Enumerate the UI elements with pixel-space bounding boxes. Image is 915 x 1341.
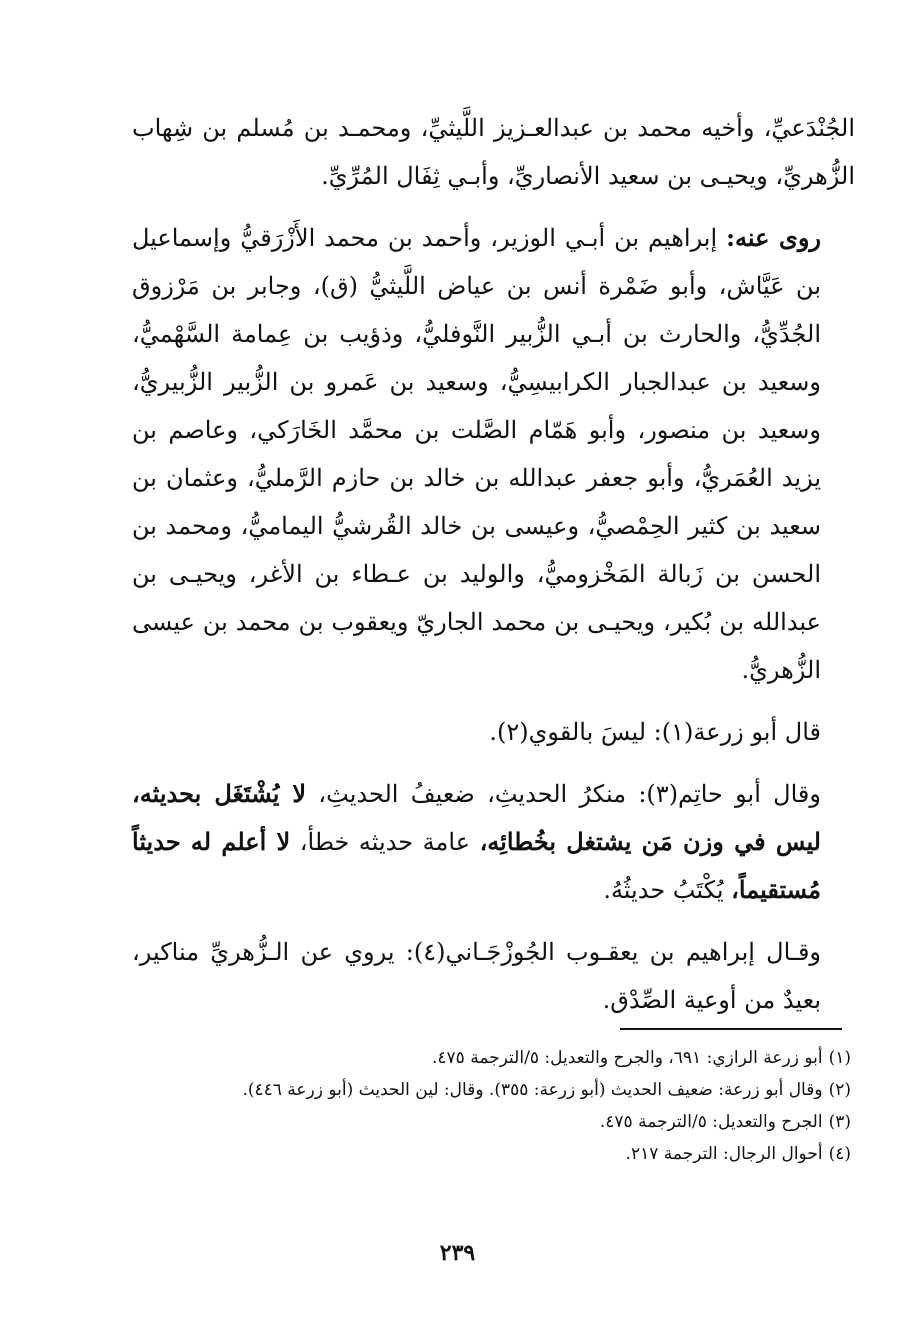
footnote-item bbox=[132, 1138, 851, 1170]
paragraph-text: إبراهيم بن أبـي الوزير، وأحمد بن محمد الأَزْرَقيُّ وإسماعيل بن عَيَّاش، وأبو ضَمْرة أنس بن عياض اللَّيثيُّ (ق)، وجابر بن مَرْزوق الجُدِّيُّ، والحارث بن أبـي الزُّبير النَّوفليُّ، وذؤيب بن عِمامة السَّهْميُّ، وسعيد بن عبدالجبار الكرابيسِيُّ، وسعيد بن عَمرو بن الزُّبير الزُّبيريُّ، وسعيد بن منصور، وأبو هَمّام الصَّلت بن محمَّد الخَارَكي، وعاصم بن يزيد العُمَريُّ، وأبو جعفر عبدالله بن خالد بن حازم الرَّمليُّ، وعثمان بن سعيد بن كثير الحِمْصيُّ، وعيسى بن خالد القُرشيُّ اليماميُّ، ومحمد بن الحسن بن زَبالة المَخْزوميُّ، والوليد بن عـطاء بن الأغر، ويحيـى بن عبدالله بن بُكير، ويحيـى بن محمد الجاريّ ويعقوب بن محمد بن عيسى الزُّهريُّ. bbox=[132, 224, 821, 684]
paragraph-bold-phrase: لا يُشْتَغَل بحديثه، ليس في وزن مَن يشتغل بخُطائِه، bbox=[132, 779, 821, 856]
footnote-number: (١) bbox=[828, 1048, 851, 1068]
paragraph-lead: روى عنه: bbox=[726, 223, 822, 252]
footnote-text: وقال أبو زرعة: ضعيف الحديث (أبو زرعة: ٣٥٥). وقال: لين الحديث (أبو زرعة ٤٤٦). bbox=[242, 1080, 823, 1100]
footnote-number: (٣) bbox=[828, 1112, 851, 1132]
paragraph-abu-zura bbox=[132, 708, 855, 756]
paragraph-abu-hatim bbox=[132, 770, 855, 914]
paragraph-text: الجُنْدَعيِّ، وأخيه محمد بن عبدالعـزيز اللَّيثيِّ، ومحمـد بن مُسلم بن شِهاب الزُّهريِّ، ويحيـى بن سعيد الأنصاريِّ، وأبـي ثِفَال المُرِّيِّ. bbox=[132, 114, 855, 190]
paragraph-narrators bbox=[132, 214, 855, 694]
footnote-item bbox=[132, 1042, 851, 1074]
footnote-text: أحوال الرجال: الترجمة ٢١٧. bbox=[625, 1144, 823, 1164]
paragraph-text: وقـال إبراهيم بن يعقـوب الجُوزْجَـاني(٤): يروي عن الـزُّهريِّ مناكير، بعيدٌ من أوعية الصِّدْق. bbox=[132, 938, 822, 1014]
paragraph-teachers bbox=[132, 104, 855, 200]
footnote-item bbox=[132, 1106, 851, 1138]
footnotes bbox=[132, 1042, 851, 1170]
footnote-number: (٢) bbox=[828, 1080, 851, 1100]
page-number: ٢٣٩ bbox=[439, 1240, 476, 1266]
footnote-divider bbox=[620, 1028, 842, 1030]
footnote-item bbox=[132, 1074, 851, 1106]
main-text bbox=[132, 104, 855, 1038]
footnote-text: الجرح والتعديل: ٥/الترجمة ٤٧٥. bbox=[599, 1112, 823, 1132]
paragraph-text: وقال أبو حاتِم(٣): منكرُ الحديثِ، ضعيفُ الحديثِ، bbox=[306, 780, 821, 808]
footnote-number: (٤) bbox=[828, 1144, 851, 1164]
footnote-text: أبو زرعة الرازي: ٦٩١، والجرح والتعديل: ٥/الترجمة ٤٧٥. bbox=[432, 1048, 823, 1068]
paragraph-bold-phrase-2: لا أعلم له حديثاً مُستقيماً، bbox=[132, 827, 821, 904]
paragraph-text-continued: عامة حديثه خطأ، bbox=[290, 828, 480, 856]
paragraph-text: قال أبو زرعة(١): ليسَ بالقوي(٢). bbox=[489, 718, 821, 746]
paragraph-text-end: يُكْتَبُ حديثُهُ. bbox=[603, 876, 732, 904]
paragraph-juzjani bbox=[132, 928, 855, 1024]
